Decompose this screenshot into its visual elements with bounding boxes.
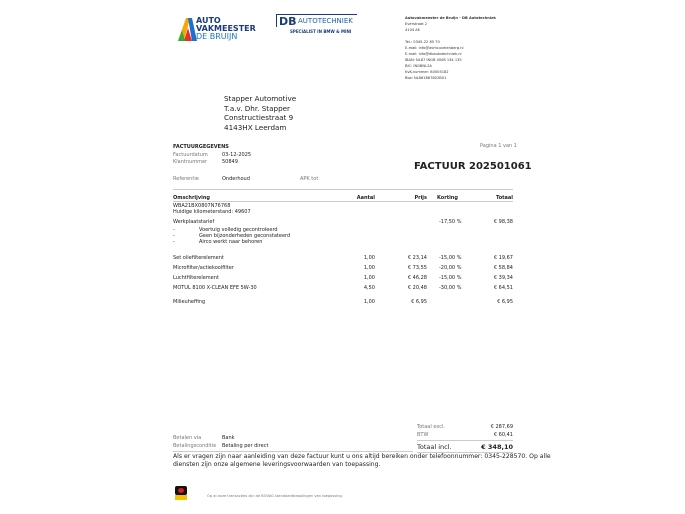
row-discount: -20,00 %	[439, 265, 462, 271]
col-price: Prijs	[414, 195, 427, 201]
autovakmeester-a-icon	[176, 16, 198, 42]
row-total: € 39,34	[493, 275, 513, 281]
invoice-title: FACTUUR 202501061	[414, 161, 532, 172]
row-price: € 6,95	[411, 299, 427, 305]
bullet-mark: -	[173, 227, 175, 233]
logo-text: AUTOTECHNIEK	[298, 17, 353, 25]
row-qty: 4,50	[363, 285, 375, 291]
row-price: € 46,28	[407, 275, 427, 281]
remark-line: Voertuig volledig gecontroleerd	[199, 227, 278, 233]
address-line: Stapper Automotive	[224, 94, 297, 103]
reference-label: Referentie	[173, 176, 199, 182]
company-line: 4104 AE	[405, 28, 421, 32]
total-incl-label: Totaal incl.	[417, 443, 452, 451]
labour-discount: -17,50 %	[439, 219, 462, 225]
row-qty: 1,00	[363, 299, 375, 305]
company-line: Btw: NL861867802B01	[405, 76, 447, 80]
row-desc: Microfilter/actiekoolfilter	[173, 265, 234, 271]
bovag-logo	[175, 486, 187, 500]
col-desc: Omschrijving	[173, 195, 210, 201]
row-total: € 19,67	[493, 255, 513, 261]
col-total: Totaal	[495, 195, 513, 201]
note-line: diensten zijn onze algemene leveringsvoorwaarden van toepassing.	[173, 461, 381, 468]
db-autotechniek-logo	[276, 14, 372, 38]
col-disc: Korting	[437, 195, 458, 201]
address-line: T.a.v. Dhr. Stapper	[224, 103, 291, 113]
company-line: KvK-nummer: 80005182	[405, 70, 449, 74]
logo-text: VAKMEESTER	[196, 24, 256, 33]
address-line: 4143HX Leerdam	[224, 122, 287, 132]
row-price: € 73,55	[407, 265, 427, 271]
bullet-mark: -	[173, 233, 175, 239]
row-qty: 1,00	[363, 255, 375, 261]
company-line: BIC: INGBNL2A	[405, 64, 432, 68]
remark-line: Geen bijzonderheden geconstateerd	[199, 233, 291, 239]
logo-text: DE BRUIJN	[196, 32, 238, 41]
row-desc: MOTUL 8100 X-CLEAN EFE 5W-30	[173, 285, 257, 291]
row-discount: -30,00 %	[439, 285, 462, 291]
company-line: Everstraat 2	[405, 22, 428, 26]
row-price: € 20,48	[407, 285, 427, 291]
labour-desc: Werkplaatstarief	[173, 219, 215, 225]
total-incl-value: € 348,10	[481, 443, 513, 451]
row-desc: Set oliefilterelement	[173, 255, 224, 261]
logo-text: SPECIALIST IN BMW & MINI	[290, 29, 352, 34]
logo-text: AUTO	[196, 16, 221, 25]
col-qty: Aantal	[356, 195, 375, 201]
payment-via-label: Betalen via	[173, 435, 202, 441]
row-discount: -15,00 %	[439, 255, 462, 261]
company-line: Tel.: 0345-22 85 70	[405, 40, 440, 44]
remark-line: Airco werkt naar behoren	[199, 239, 263, 245]
row-qty: 1,00	[363, 265, 375, 271]
section-title: FACTUURGEGEVENS	[173, 144, 229, 150]
row-discount: -15,00 %	[439, 275, 462, 281]
payment-cond-value: Betaling per direct	[222, 443, 269, 449]
company-line: E-mail: info@avmcuvelenberg.nl	[405, 46, 464, 50]
row-price: € 23,14	[407, 255, 427, 261]
customer-label: Klantnummer	[173, 159, 208, 165]
row-desc: Milieuheffing	[173, 299, 206, 305]
address-line: Constructiestraat 9	[224, 113, 294, 123]
bullet-mark: -	[173, 239, 175, 245]
vin: WBA21BX0807N76768	[173, 203, 231, 209]
total-excl-label: Totaal excl.	[417, 424, 445, 430]
total-excl-value: € 287,69	[490, 424, 513, 430]
recipient-address	[224, 94, 296, 132]
row-total: € 6,95	[497, 299, 513, 305]
company-line: IBAN: NL87 INGB 0008 134 135	[405, 58, 462, 62]
payment-cond-label: Betalingsconditie	[173, 443, 217, 449]
note-line: Als er vragen zijn naar aanleiding van deze factuur kunt u ons altijd bereiken onder telefoonnummer: 0345-228570. Op alle	[173, 453, 551, 460]
labour-total: € 98,38	[493, 219, 513, 225]
reference-value: Onderhoud	[222, 176, 250, 182]
date-value: 03-12-2025	[222, 152, 252, 158]
date-label: Factuurdatum	[173, 152, 208, 158]
footer-text: Op al onze transacties zijn de BOVAG standaardbepalingen van toepassing.	[207, 494, 343, 498]
company-line: E-mail: info@dbautotechniek.nl	[405, 52, 462, 56]
vat-value: € 60,41	[493, 432, 513, 438]
autovakmeester-logo	[176, 16, 256, 42]
vat-label: BTW	[417, 432, 429, 438]
logo-text: DB	[279, 15, 297, 28]
company-info	[405, 15, 496, 81]
company-line: Autovakmeester de Bruijn - DB Autotechniek	[405, 16, 496, 20]
row-total: € 64,51	[493, 285, 513, 291]
mileage: Huidige kilometerstand: 49607	[173, 209, 251, 215]
row-qty: 1,00	[363, 275, 375, 281]
customer-value: 50849	[222, 159, 238, 165]
page-number: Pagina 1 van 1	[480, 143, 517, 149]
payment-via-value: Bank	[222, 435, 235, 441]
row-desc: Luchtfilterelement	[173, 275, 219, 281]
apk-label: APK tot	[300, 176, 319, 182]
row-total: € 58,84	[493, 265, 513, 271]
